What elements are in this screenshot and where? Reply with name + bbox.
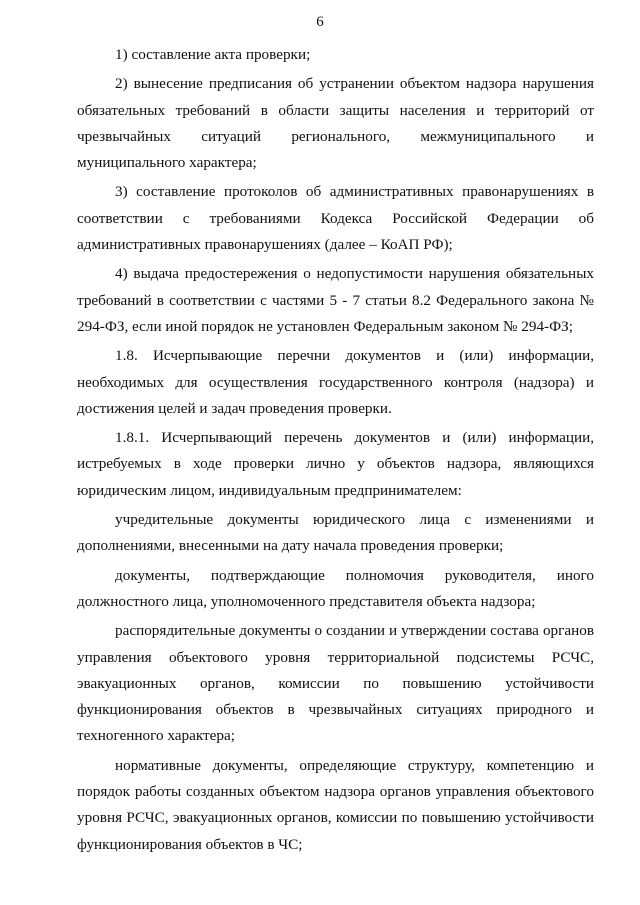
section-1-8: 1.8. Исчерпывающие перечни документов и (или) информации, необходимых для осуществления государственного контроля (надзора) и достижения целей и задач проведения проверки. bbox=[77, 347, 594, 417]
list-item-order: 2) вынесение предписания об устранении объектом надзора нарушения обязательных требований в области защиты населения и территорий от чрезвычайных ситуаций регионального, межмуниципального и муниципального характера; bbox=[77, 75, 594, 172]
doc-item-normative: нормативные документы, определяющие структуру, компетенцию и порядок работы созданных объектом надзора органов управления объектового уровня РСЧС, эвакуационных органов, комиссии по повышению устойчивости функционирования объектов в ЧС; bbox=[77, 756, 594, 853]
document-body bbox=[77, 42, 594, 861]
doc-item-administrative: распорядительные документы о создании и утверждении состава органов управления объектового уровня территориальной подсистемы РСЧС, эвакуационных органов, комиссии по повышению устойчивости функционирования объектов в чрезвычайных ситуациях природного и техногенного характера; bbox=[77, 622, 594, 745]
section-1-8-1: 1.8.1. Исчерпывающий перечень документов и (или) информации, истребуемых в ходе проверки лично у объектов надзора, являющихся юридическим лицом, индивидуальным предпринимателем: bbox=[77, 429, 594, 499]
list-item-warning: 4) выдача предостережения о недопустимости нарушения обязательных требований в соответствии с частями 5 - 7 статьи 8.2 Федерального закона № 294-ФЗ, если иной порядок не установлен Федеральным законом № 294-ФЗ; bbox=[77, 265, 594, 335]
list-item-act: 1) составление акта проверки; bbox=[115, 46, 311, 63]
doc-item-founding: учредительные документы юридического лица с изменениями и дополнениями, внесенными на дату начала проведения проверки; bbox=[77, 511, 594, 555]
doc-item-authority: документы, подтверждающие полномочия руководителя, иного должностного лица, уполномоченного представителя объекта надзора; bbox=[77, 566, 594, 610]
page-number: 6 bbox=[316, 14, 324, 30]
list-item-protocols: 3) составление протоколов об административных правонарушениях в соответствии с требованиями Кодекса Российской Федерации об административных правонарушениях (далее – КоАП РФ); bbox=[77, 183, 594, 254]
